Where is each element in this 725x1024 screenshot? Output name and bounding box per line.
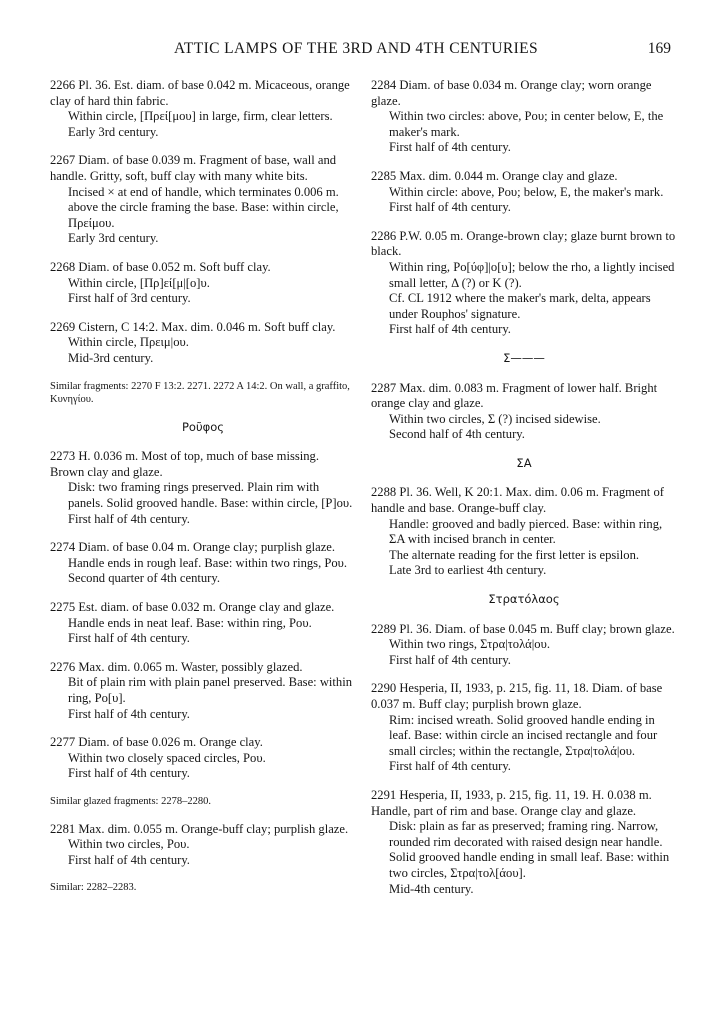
page-number: 169 — [647, 40, 671, 57]
entry-description: 2284 Diam. of base 0.034 m. Orange clay; worn orange glaze. — [371, 78, 652, 108]
entry-detail: Rim: incised wreath. Solid grooved handle ending in leaf. Base: within circle an incised rectangle and four small circles; within the rectangle, Στρα|τολά|ου. — [389, 712, 658, 758]
catalogue-entry — [371, 229, 677, 338]
entry-description: 2288 Pl. 36. Well, K 20:1. Max. dim. 0.06 m. Fragment of handle and base. Orange-buff clay. — [371, 485, 664, 516]
entry-description: 2285 Max. dim. 0.044 m. Orange clay and glaze. — [371, 168, 618, 183]
running-title: ATTIC LAMPS OF THE 3RD AND 4TH CENTURIES — [174, 40, 539, 57]
entry-detail: Within two circles, Ρου. — [68, 837, 190, 852]
catalogue-entry — [50, 260, 356, 307]
entry-detail: Within circle: above, Ρου; below, Ε, the maker's mark. — [389, 184, 664, 199]
entry-detail: Within two rings, Στρα|τολά|ου. — [389, 637, 550, 652]
entry-detail: Handle ends in rough leaf. Base: within two rings, Ρου. — [68, 555, 348, 570]
catalogue-entry — [371, 485, 677, 579]
catalogue-entry — [50, 735, 356, 782]
entry-description: 2269 Cistern, C 14:2. Max. dim. 0.046 m. Soft buff clay. — [50, 319, 336, 334]
catalogue-entry — [50, 822, 356, 869]
entry-detail: Early 3rd century. — [68, 231, 159, 246]
maker-heading: Σ——— — [503, 350, 545, 365]
entry-detail: First half of 3rd century. — [68, 291, 191, 306]
right-column — [371, 78, 677, 910]
entry-detail: Within two circles, Σ (?) incised sidewise. — [389, 411, 601, 426]
entry-description: 2276 Max. dim. 0.065 m. Waster, possibly glazed. — [50, 659, 303, 674]
catalogue-entry — [50, 600, 356, 647]
catalogue-entry — [50, 449, 356, 527]
maker-heading: Στρατόλαος — [488, 592, 560, 607]
entry-description: 2289 Pl. 36. Diam. of base 0.045 m. Buff clay; brown glaze. — [371, 621, 675, 636]
entry-detail: Handle ends in neat leaf. Base: within ring, Ρου. — [68, 615, 312, 630]
similar-note: Similar glazed fragments: 2278–2280. — [50, 795, 211, 807]
catalogue-entry — [371, 78, 677, 156]
catalogue-entry — [371, 622, 677, 669]
entry-detail: First half of 4th century. — [68, 706, 190, 721]
entry-detail: Late 3rd to earliest 4th century. — [389, 563, 547, 578]
entry-detail: First half of 4th century. — [389, 652, 511, 667]
entry-detail: Mid-4th century. — [389, 881, 474, 896]
entry-detail: First half of 4th century. — [68, 511, 190, 526]
entry-detail: First half of 4th century. — [389, 759, 511, 774]
catalogue-entry — [371, 788, 677, 897]
entry-detail: Incised × at end of handle, which terminates 0.006 m. above the circle framing the base. Base: within circle, Πρείμου. — [68, 184, 339, 230]
entry-detail: Early 3rd century. — [68, 124, 159, 139]
entry-description: 2290 Hesperia, II, 1933, p. 215, fig. 11, 18. Diam. of base 0.037 m. Buff clay; purplish brown glaze. — [371, 681, 663, 711]
entry-description: 2267 Diam. of base 0.039 m. Fragment of base, wall and handle. Gritty, soft, buff clay with many white bits. — [50, 153, 337, 183]
entry-detail: First half of 4th century. — [68, 631, 190, 646]
entry-detail: Within two closely spaced circles, Ρου. — [68, 750, 266, 765]
entry-detail: Bit of plain rim with plain panel preserved. Base: within ring, Ρο[υ]. — [68, 675, 352, 705]
left-column — [50, 78, 356, 908]
entry-detail: First half of 4th century. — [389, 322, 511, 337]
entry-detail: Cf. CL 1912 where the maker's mark, delta, appears under Rouphos' signature. — [389, 291, 651, 321]
maker-heading: ΣΑ — [516, 455, 532, 470]
entry-detail: Second quarter of 4th century. — [68, 571, 221, 586]
entry-detail: Disk: two framing rings preserved. Plain rim with panels. Solid grooved handle. Base: within circle, [Ρ]ου. — [68, 480, 353, 511]
catalogue-entry — [50, 660, 356, 722]
entry-description: 2268 Diam. of base 0.052 m. Soft buff clay. — [50, 259, 271, 274]
entry-description: 2266 Pl. 36. Est. diam. of base 0.042 m. Micaceous, orange clay of hard thin fabric. — [50, 78, 350, 108]
entry-description: 2287 Max. dim. 0.083 m. Fragment of lower half. Bright orange clay and glaze. — [371, 380, 658, 411]
entry-description: 2286 P.W. 0.05 m. Orange-brown clay; glaze burnt brown to black. — [371, 228, 676, 259]
entry-detail: First half of 4th century. — [68, 852, 190, 867]
catalogue-entry — [371, 681, 677, 775]
entry-description: 2291 Hesperia, II, 1933, p. 215, fig. 11, 19. H. 0.038 m. Handle, part of rim and base. Orange clay and glaze. — [371, 787, 652, 818]
entry-description: 2273 H. 0.036 m. Most of top, much of base missing. Brown clay and glaze. — [50, 449, 320, 479]
entry-detail: First half of 4th century. — [68, 766, 190, 781]
entry-description: 2275 Est. diam. of base 0.032 m. Orange clay and glaze. — [50, 600, 335, 615]
similar-note: Similar fragments: 2270 F 13:2. 2271. 2272 A 14:2. On wall, a graffito, Κυνηγίου. — [50, 380, 350, 406]
catalogue-entry — [371, 169, 677, 216]
entry-detail: Disk: plain as far as preserved; framing ring. Narrow, rounded rim decorated with raised design near handle. Solid grooved handle ending in small leaf. Base: within two circles, Στρα|τολ[άου]. — [389, 819, 670, 880]
catalogue-entry — [50, 320, 356, 367]
entry-detail: Within circle, Πρειμ|ου. — [68, 335, 189, 350]
similar-note: Similar: 2282–2283. — [50, 882, 137, 894]
catalogue-entry — [50, 78, 356, 140]
entry-detail: Within ring, Ρο[ύφ]|ο[υ]; below the rho, a lightly incised small letter, Δ (?) or Κ (?). — [389, 259, 675, 290]
entry-detail: Within circle, [Πρεί[μου] in large, firm, clear letters. — [68, 109, 333, 124]
entry-detail: First half of 4th century. — [389, 200, 511, 215]
catalogue-entry — [50, 540, 356, 587]
entry-detail: Within circle, [Πρ]εί[μ|[ο]υ. — [68, 275, 210, 290]
entry-description: 2274 Diam. of base 0.04 m. Orange clay; purplish glaze. — [50, 540, 336, 555]
catalogue-entry — [50, 153, 356, 247]
entry-detail: First half of 4th century. — [389, 140, 511, 155]
entry-detail: Second half of 4th century. — [389, 427, 525, 442]
entry-description: 2281 Max. dim. 0.055 m. Orange-buff clay; purplish glaze. — [50, 821, 349, 836]
entry-detail: Handle: grooved and badly pierced. Base: within ring, ΣΑ with incised branch in center. — [389, 516, 663, 547]
catalogue-entry — [371, 381, 677, 443]
page-header — [0, 40, 725, 62]
entry-detail: Within two circles: above, Ρου; in center below, Ε, the maker's mark. — [389, 109, 664, 139]
entry-detail: Mid-3rd century. — [68, 350, 154, 365]
entry-detail: The alternate reading for the first letter is epsilon. — [389, 547, 640, 562]
entry-description: 2277 Diam. of base 0.026 m. Orange clay. — [50, 735, 263, 750]
maker-heading: Ροῦφος — [182, 419, 224, 434]
